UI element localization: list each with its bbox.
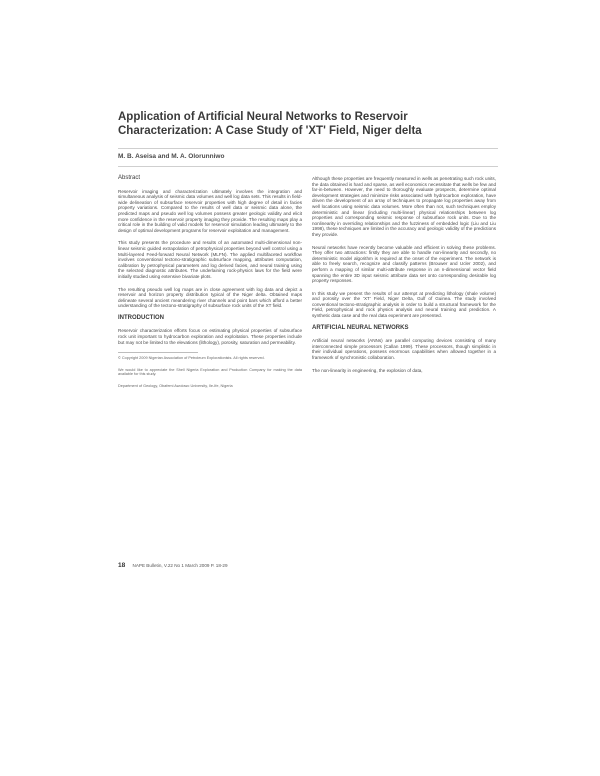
- right-paragraph-3: In this study we present the results of our attempt at predicting lithology (shale volume) and porosity over the 'XT' Field, Niger Delta, Gulf of Guinea. The study involved conventional tectono-stratigraphic analysis in order to build a structural framework for the Field, petrophysical and rock physics analysis and neural training and prediction. A synthetic data case and the real data experiment are presented.: [312, 290, 496, 319]
- right-paragraph-4: Artificial neural networks (ANNs) are parallel computing devices consisting of many interconnected simple processors (Callan 1999). These processors, though simplistic in their individual operations, possess enormous capabilities when allowed together in a framework of synchronistic collaboration.: [312, 338, 496, 361]
- left-column: [118, 176, 302, 396]
- footnote-divider: [118, 352, 198, 353]
- ann-heading: ARTIFICIAL NEURAL NETWORKS: [312, 324, 409, 331]
- author-line: M. B. Aseisa and M. A. Olorunniwo: [118, 153, 225, 160]
- footnote-acknowledgement: We would like to appreciate the Shell Nigeria Exploration and Production Company for making the data available for this study.: [118, 367, 302, 377]
- abstract-heading: Abstract: [118, 175, 141, 181]
- right-paragraph-5: The non-linearity in engineering, the explosion of data,: [312, 367, 423, 373]
- abstract-paragraph-2: This study presents the procedure and results of an automated multi-dimensional non-linear seismic guided extrapolation of petrophysical properties beyond well control using a Multi-layered Feed-forward Neural Network (MLFN). The applied multifaceted workflow involves conventional tectono-stratigraphic subsurface mapping, attributes computation, calibration by petrophysical parameters and log derived facies, and neural training using the selected diagnostic attributes. The underlaining rock-physics laws for the field were initially studied using extensive bivariate plots.: [118, 240, 302, 279]
- page-number: 18: [118, 562, 126, 569]
- right-paragraph-1: Although these properties are frequently measured in wells as penetrating such rock units, the data obtained is hard and sparse, as well economics necessitate that wells be few and far-in-between. However, the need to thoroughly evaluate prospects, determine optimal development strategies and minimize risks associated with hydrocarbon exploration, have driven the development of an array of techniques to propagate log properties away from well locations using seismic data volumes. More often than not, such techniques employ deterministic and linear (including multi-linear) physical relationships between log properties and corresponding seismic response of subsurface rock units. Due to the nonlinearity in overriding relationships and the fuzziness of embedded logic (Liu and Liu 1998), these techniques are limited in the accuracy and geologic validity of the predictions they provide.: [312, 176, 496, 237]
- right-paragraph-2: Neural networks have recently become valuable and efficient in solving these problems. They offer two attractions: firstly they are able to handle non-linearity and secondly, no deterministic model algorithm is required at the onset of the experiment. The network is able to freely search, recognize and classify patterns (Brouwer and Ucler 2002), and perform a mapping of similar multi-attribute response in an n-dimensional vector field spanning the entire 3D input seismic attribute data set onto corresponding desirable log property responses.: [312, 244, 496, 284]
- paper-title: Application of Artificial Neural Networks to Reservoir Characterization: A Case Study of 'XT' Field, Niger delta: [118, 111, 422, 137]
- introduction-heading: INTRODUCTION: [118, 314, 164, 321]
- journal-citation: NAPE Bulletin, V.22 No 1 March 2009 P. 18-29: [132, 563, 228, 568]
- page-footer: [118, 562, 228, 569]
- title-divider: [118, 148, 498, 149]
- footnote-affiliation: Department of Geology, Obafemi Awolowo University, Ile-Ife, Nigeria: [118, 384, 233, 389]
- footnote-copyright: © Copyright 2009 Nigerian Association of Petroleum Explorationists. All rights reserved.: [118, 356, 265, 361]
- author-divider: [118, 166, 498, 167]
- abstract-paragraph-1: Reservoir imaging and characterization ultimately involves the integration and simultaneous analysis of seismic data volumes and well log data sets. This results in field-wide delineation of subsurface reservoir properties with high degree of detail in facies property variations. Compared to the results of well data or seismic data alone, the predicted maps and pseudo well log volumes possess greater geologic validity and elicit more confidence in the reservoir property imaging they provide. The resulting maps play a critical role in the building of valid models for reservoir simulation leading ultimately to the design of optimal development programs for reservoir exploitation and management.: [118, 188, 302, 233]
- abstract-paragraph-3: The resulting pseudo well log maps are in close agreement with log data and depict a reservoir and horizon property distribution typical of the Niger delta. Obtained maps delineate several ancient meandering river channels and point bars which afford a better understanding of the tectono-stratigraphy of subsurface rock units of the XT field.: [118, 286, 302, 309]
- introduction-paragraph-1: Reservoir characterization efforts focus on estimating physical properties of subsurface rock unit important to hydrocarbon exploration and exploitation. These properties include but may not be limited to the elevations (lithology), porosity, saturation and permeability.: [118, 328, 302, 345]
- right-column: [312, 176, 496, 380]
